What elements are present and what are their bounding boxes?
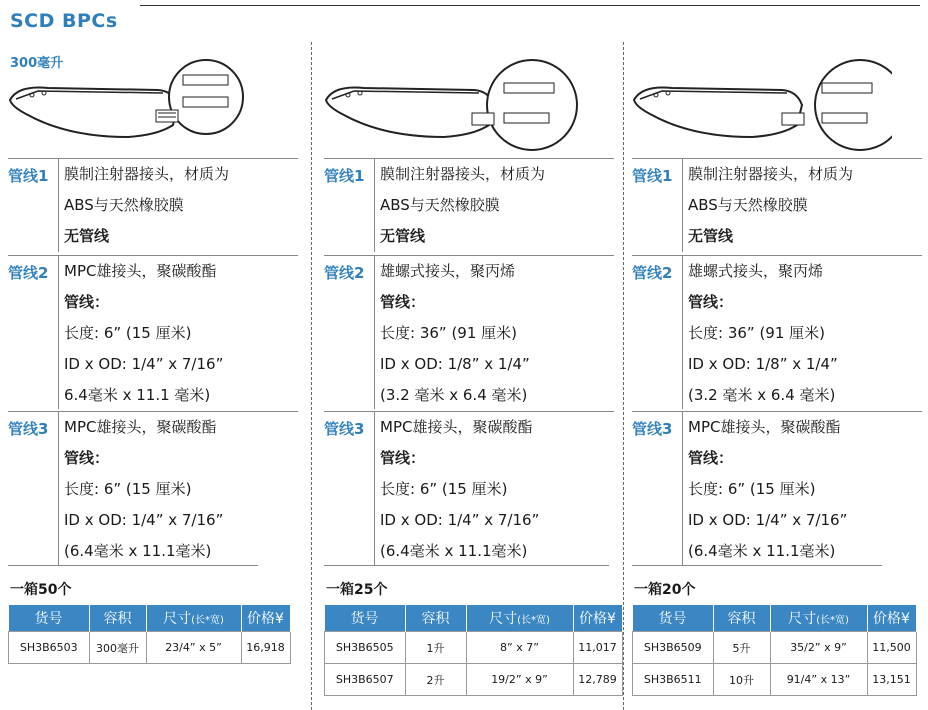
header-price: 价格¥ [867,605,916,632]
header-volume: 容积 [405,605,466,632]
line1-tubing: 无管线 [688,227,734,245]
cell-volume: 10升 [713,664,770,696]
line2-text [380,256,620,411]
line3-text [64,412,304,567]
cell-price: 11,017 [573,632,622,664]
table-row [633,632,917,664]
line3-connector: MPC雄接头，聚碳酸酯 [380,418,533,436]
line2-length: 长度: 36” (91 厘米) [688,324,826,342]
line1-row [8,158,298,252]
line3-connector: MPC雄接头，聚碳酸酯 [64,418,217,436]
line3-dimensions: ID x OD: 1/4” x 7/16” [380,511,540,529]
line3-metric: (6.4毫米 x 11.1毫米) [688,542,836,560]
header-size [466,605,573,632]
line1-material: ABS与天然橡胶膜 [688,196,808,214]
line1-desc: 膜制注射器接头，材质为 [688,165,854,183]
header-size-unit: (长*宽) [517,615,550,626]
table-header [325,605,623,632]
pack-quantity: 一箱20个 [634,582,696,598]
header-size [770,605,867,632]
product-column-3 [632,55,928,705]
line2-connector: MPC雄接头，聚碳酸酯 [64,262,217,280]
line1-text [688,159,928,252]
cell-size: 19/2” x 9” [466,664,573,696]
line1-material: ABS与天然橡胶膜 [64,196,184,214]
line3-dimensions: ID x OD: 1/4” x 7/16” [64,511,224,529]
line1-desc: 膜制注射器接头，材质为 [64,165,230,183]
bag-illustration [8,55,268,155]
line3-label: 管线3 [8,420,49,438]
table-row [9,632,291,664]
line2-row [324,255,614,409]
line2-row [632,255,922,409]
line2-row [8,255,298,409]
line3-row [632,411,922,565]
cell-price: 16,918 [241,632,290,664]
cell-price: 13,151 [867,664,916,696]
page-title: SCD BPCs [10,10,118,32]
line2-connector: 雄螺式接头，聚丙烯 [688,262,824,280]
bag-illustration [324,55,584,155]
line2-length: 长度: 6” (15 厘米) [64,324,192,342]
table-row [325,664,623,696]
line1-row [632,158,922,252]
line3-tubing-label: 管线： [64,449,110,467]
line2-connector: 雄螺式接头，聚丙烯 [380,262,516,280]
line1-label: 管线1 [632,167,673,185]
row-bottom-rule [632,565,882,566]
header-size-label: 尺寸 [163,611,192,627]
line2-metric: 6.4毫米 x 11.1 毫米) [64,386,211,404]
header-code: 货号 [633,605,714,632]
row-separator [58,412,59,565]
line1-material: ABS与天然橡胶膜 [380,196,500,214]
table-header [633,605,917,632]
bag-illustration [632,55,892,155]
header-code: 货号 [325,605,406,632]
header-size-label: 尺寸 [788,611,817,627]
line1-label: 管线1 [8,167,49,185]
page-header [0,0,928,40]
row-separator [58,256,59,409]
line2-metric: (3.2 毫米 x 6.4 毫米) [688,386,836,404]
line3-length: 长度: 6” (15 厘米) [688,480,816,498]
line3-length: 长度: 6” (15 厘米) [380,480,508,498]
header-price: 价格¥ [573,605,622,632]
line2-dimensions: ID x OD: 1/8” x 1/4” [380,355,530,373]
table-row [325,632,623,664]
header-size-unit: (长*宽) [816,615,849,626]
table-header [9,605,291,632]
line2-tubing-label: 管线： [380,293,426,311]
row-separator [682,159,683,252]
pack-quantity: 一箱50个 [10,582,72,598]
line1-tubing: 无管线 [380,227,426,245]
row-separator [682,412,683,565]
line2-label: 管线2 [8,264,49,282]
line1-label: 管线1 [324,167,365,185]
line2-label: 管线2 [324,264,365,282]
line2-dimensions: ID x OD: 1/4” x 7/16” [64,355,224,373]
product-table [324,605,623,696]
line2-metric: (3.2 毫米 x 6.4 毫米) [380,386,528,404]
line1-desc: 膜制注射器接头，材质为 [380,165,546,183]
cell-size: 35/2” x 9” [770,632,867,664]
line3-tubing-label: 管线： [688,449,734,467]
line3-label: 管线3 [632,420,673,438]
product-table [8,605,291,664]
line1-tubing: 无管线 [64,227,110,245]
cell-code: SH3B6505 [325,632,406,664]
line3-tubing-label: 管线： [380,449,426,467]
product-column-1 [8,55,308,705]
header-rule [140,5,920,6]
row-separator [374,159,375,252]
line2-text [64,256,304,411]
cell-size: 91/4” x 13” [770,664,867,696]
line3-text [688,412,928,567]
product-table [632,605,917,696]
cell-price: 12,789 [573,664,622,696]
cell-code: SH3B6503 [9,632,90,664]
line3-text [380,412,620,567]
line1-row [324,158,614,252]
cell-volume: 5升 [713,632,770,664]
row-bottom-rule [8,565,258,566]
line2-length: 长度: 36” (91 厘米) [380,324,518,342]
header-volume: 容积 [89,605,146,632]
line3-label: 管线3 [324,420,365,438]
line2-text [688,256,928,411]
row-bottom-rule [324,565,609,566]
line3-metric: (6.4毫米 x 11.1毫米) [64,542,212,560]
cell-code: SH3B6511 [633,664,714,696]
line2-tubing-label: 管线： [64,293,110,311]
line3-length: 长度: 6” (15 厘米) [64,480,192,498]
row-separator [58,159,59,252]
header-price: 价格¥ [241,605,290,632]
line3-row [8,411,298,565]
line3-row [324,411,614,565]
header-code: 货号 [9,605,90,632]
column-divider [311,42,312,710]
line3-connector: MPC雄接头，聚碳酸酯 [688,418,841,436]
row-separator [374,256,375,409]
header-volume: 容积 [713,605,770,632]
volume-subtitle: 300毫升 [10,56,64,71]
cell-code: SH3B6509 [633,632,714,664]
header-size-label: 尺寸 [489,611,518,627]
cell-size: 23/4” x 5” [146,632,241,664]
header-size [146,605,241,632]
line2-dimensions: ID x OD: 1/8” x 1/4” [688,355,838,373]
header-size-unit: (长*宽) [191,615,224,626]
pack-quantity: 一箱25个 [326,582,388,598]
line2-label: 管线2 [632,264,673,282]
table-row [633,664,917,696]
line3-metric: (6.4毫米 x 11.1毫米) [380,542,528,560]
row-separator [682,256,683,409]
cell-volume: 1升 [405,632,466,664]
row-separator [374,412,375,565]
cell-size: 8” x 7” [466,632,573,664]
cell-volume: 2升 [405,664,466,696]
product-column-2 [324,55,624,705]
line1-text [380,159,620,252]
cell-price: 11,500 [867,632,916,664]
line3-dimensions: ID x OD: 1/4” x 7/16” [688,511,848,529]
line2-tubing-label: 管线： [688,293,734,311]
line1-text [64,159,304,252]
cell-code: SH3B6507 [325,664,406,696]
cell-volume: 300毫升 [89,632,146,664]
